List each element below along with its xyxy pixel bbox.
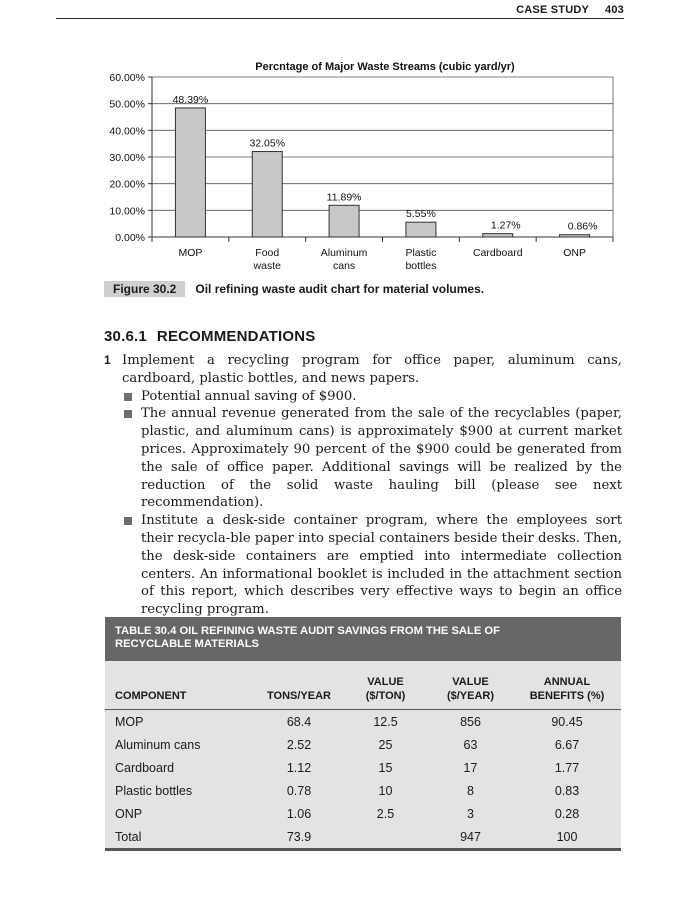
table-row: [105, 802, 621, 825]
bar: [560, 235, 590, 237]
bar-data-label: 5.55%: [406, 208, 436, 221]
table-cell: 947: [428, 825, 513, 850]
y-tick-label: 40.00%: [109, 125, 145, 138]
table-cell: 73.9: [255, 825, 343, 850]
table-cell: 1.12: [286, 760, 312, 775]
section-title: RECOMMENDATIONS: [156, 328, 316, 345]
bullet-item: [104, 512, 622, 619]
y-tick-label: 20.00%: [109, 178, 145, 191]
bullet-item: [104, 405, 622, 512]
bar: [329, 205, 359, 237]
table-row: [105, 756, 621, 779]
table-cell: Plastic bottles: [115, 783, 193, 798]
savings-data-table: [105, 661, 621, 851]
square-bullet-icon: [124, 393, 132, 401]
recommendation-number: 1: [104, 353, 111, 367]
square-bullet-icon: [124, 517, 132, 525]
table-cell: 2.5: [376, 806, 395, 821]
table-cell: 0.83: [554, 783, 580, 798]
table-cell: 17: [463, 760, 478, 775]
figure-caption-text: Oil refining waste audit chart for material volumes.: [195, 282, 485, 296]
x-category-label: Cardboard: [472, 247, 523, 259]
recommendation-item: [104, 352, 622, 388]
x-category-label: ONP: [563, 247, 586, 259]
figure-label: Figure 30.2: [104, 281, 185, 297]
bar: [483, 234, 513, 237]
y-tick-label: 50.00%: [109, 98, 145, 111]
table-cell: 10: [378, 783, 393, 798]
table-cell: MOP: [105, 710, 255, 734]
y-tick-label: 0.00%: [115, 232, 145, 244]
x-category-label: waste: [253, 260, 281, 272]
square-bullet-icon: [124, 410, 132, 418]
y-tick-label: 60.00%: [109, 72, 145, 84]
table-cell: 63: [463, 737, 478, 752]
bar: [175, 108, 205, 237]
table-cell: 856: [428, 710, 513, 734]
chart-title: Percntage of Major Waste Streams (cubic yard/yr): [255, 61, 515, 73]
bullet-item: [104, 388, 622, 406]
table-cell: [343, 825, 428, 850]
table-cell: 8: [467, 783, 474, 798]
bar: [252, 152, 282, 237]
x-category-label: Food: [255, 247, 280, 259]
table-title: [105, 617, 621, 661]
table-cell: 0.78: [286, 783, 312, 798]
recommendation-text: Implement a recycling program for office paper, aluminum cans, cardboard, plastic bottles, and news papers.: [122, 353, 622, 386]
waste-streams-bar-chart: [0, 0, 695, 290]
table-cell: ONP: [115, 806, 143, 821]
table-cell: 68.4: [255, 710, 343, 734]
bullet-text: Institute a desk-side container program, where the employees sort their recycla-ble paper into special containers beside their desks. Then, the desk-side containers are emptied into intermediate collection centers. An informational booklet is included in the attachment section of this report, which describes very effective ways to begin an office recycling program.: [141, 513, 622, 618]
bullet-text: The annual revenue generated from the sale of the recyclables (paper, plastic, and aluminum cans) is approximately $900 at current market prices. Approximately 90 percent of the $900 could be generated from the sale of office paper. Additional savings will be realized by the reduction of the solid waste hauling bill (please see next recommendation).: [141, 406, 622, 511]
x-category-label: Aluminum: [320, 247, 368, 259]
table-cell: 12.5: [343, 710, 428, 734]
bar-data-label: 11.89%: [326, 191, 362, 204]
running-title: CASE STUDY: [516, 4, 590, 16]
section-number: 30.6.1: [104, 328, 147, 345]
y-tick-label: 30.00%: [109, 152, 145, 164]
section-heading: [104, 328, 315, 345]
bar-data-label: 48.39%: [172, 93, 209, 106]
table-cell: 15: [378, 760, 393, 775]
bar-data-label: 0.86%: [567, 220, 598, 233]
column-header: VALUE ($/TON): [365, 676, 406, 702]
table-title-line: RECYCLABLE MATERIALS: [115, 638, 259, 650]
table-row: [105, 710, 621, 734]
table-row: [105, 779, 621, 802]
page-number: 403: [605, 4, 624, 16]
table-cell: 100: [513, 825, 621, 850]
table-title-line: TABLE 30.4 OIL REFINING WASTE AUDIT SAVINGS FROM THE SALE OF: [115, 625, 500, 637]
table-cell: 6.67: [554, 737, 580, 752]
table-cell: Cardboard: [115, 760, 175, 775]
column-header: VALUE ($/YEAR): [446, 676, 495, 702]
column-header: ANNUAL BENEFITS (%): [529, 676, 605, 702]
figure-caption: [104, 281, 484, 297]
table-cell: Aluminum cans: [115, 737, 201, 752]
table-cell: 0.28: [554, 806, 580, 821]
bar-data-label: 1.27%: [490, 219, 521, 232]
recommendations-list: [104, 352, 622, 619]
bar: [406, 222, 436, 237]
table-cell: 2.52: [286, 737, 312, 752]
x-category-label: bottles: [405, 260, 437, 272]
column-header: TONS/YEAR: [267, 690, 331, 702]
table-total-row: [105, 825, 621, 850]
table-row: [105, 733, 621, 756]
table-cell: 3: [467, 806, 474, 821]
table-cell: Total: [105, 825, 255, 850]
table-cell: 1.77: [554, 760, 580, 775]
y-tick-label: 10.00%: [109, 205, 145, 218]
table-cell: 1.06: [286, 806, 312, 821]
table-header-row: [105, 661, 621, 710]
x-category-label: Plastic: [405, 247, 437, 259]
column-header: COMPONENT: [115, 690, 187, 702]
x-category-label: MOP: [178, 247, 203, 259]
x-category-label: cans: [332, 260, 356, 272]
savings-table: [105, 617, 621, 851]
bullet-text: Potential annual saving of $900.: [141, 388, 357, 404]
table-cell: 90.45: [513, 710, 621, 734]
table-cell: 25: [378, 737, 393, 752]
bar-data-label: 32.05%: [249, 137, 286, 150]
